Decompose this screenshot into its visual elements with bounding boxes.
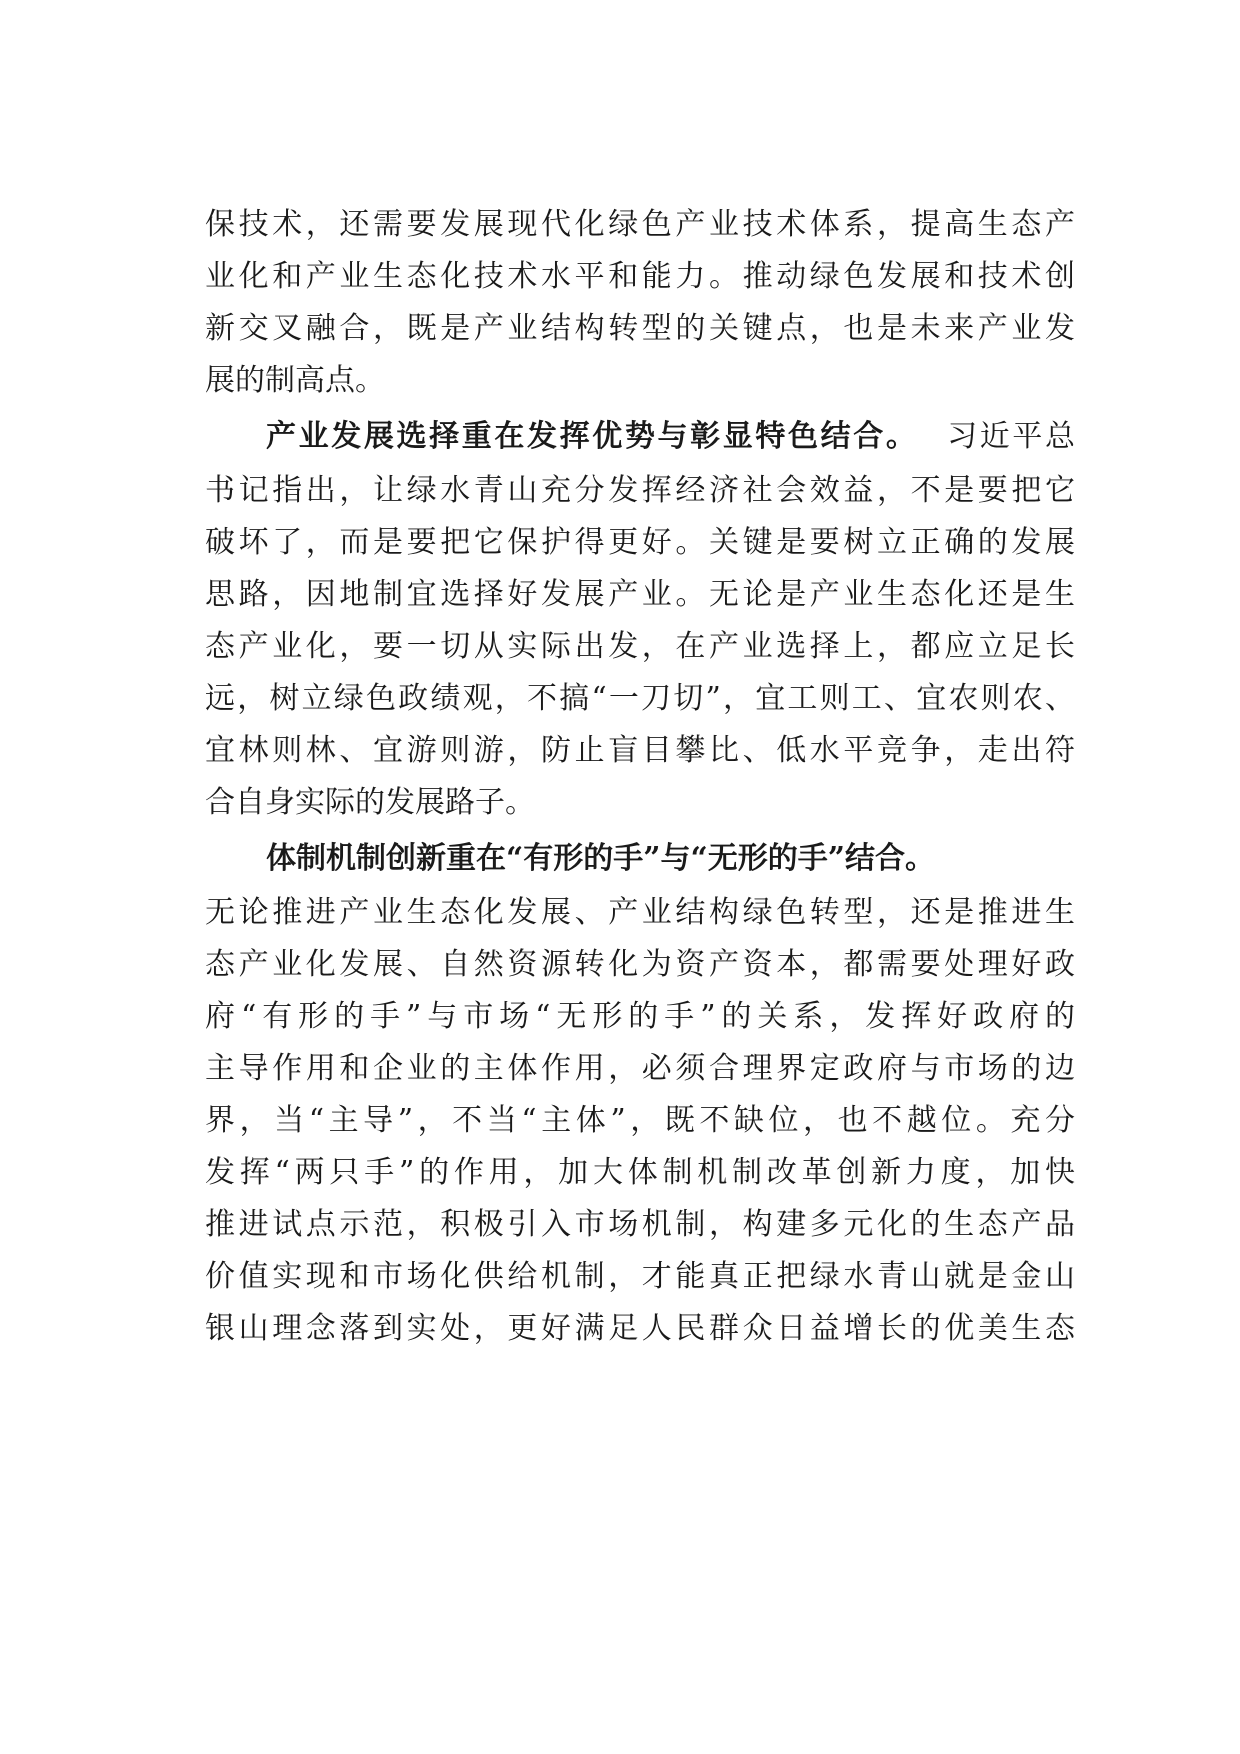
- paragraph-2-line-1-rest: 习近平总: [944, 419, 1075, 454]
- paragraph-2-line-4: 思路，因地制宜选择好发展产业。无论是产业生态化还是生: [205, 577, 1075, 612]
- paragraph-1-line-2: 业化和产业生态化技术水平和能力。推动绿色发展和技术创: [205, 259, 1075, 294]
- paragraph-2-line-8: 合自身实际的发展路子。: [205, 785, 535, 820]
- paragraph-3-line-7: 推进试点示范，积极引入市场机制，构建多元化的生态产品: [205, 1207, 1075, 1242]
- paragraph-3-line-8: 价值实现和市场化供给机制，才能真正把绿水青山就是金山: [205, 1259, 1075, 1294]
- paragraph-2-line-2: 书记指出，让绿水青山充分发挥经济社会效益，不是要把它: [205, 473, 1075, 508]
- paragraph-3-line-3: 府“有形的手”与市场“无形的手”的关系，发挥好政府的: [205, 999, 1075, 1034]
- paragraph-2-line-7: 宜林则林、宜游则游，防止盲目攀比、低水平竞争，走出符: [205, 733, 1075, 768]
- paragraph-3-heading: 体制机制创新重在“有形的手”与“无形的手”结合。: [266, 841, 936, 876]
- paragraph-2-line-3: 破坏了，而是要把它保护得更好。关键是要树立正确的发展: [205, 525, 1075, 560]
- paragraph-2-heading: 产业发展选择重在发挥优势与彰显特色结合。: [266, 419, 919, 454]
- paragraph-2-line-5: 态产业化，要一切从实际出发，在产业选择上，都应立足长: [205, 629, 1075, 664]
- paragraph-1-line-3: 新交叉融合，既是产业结构转型的关键点，也是未来产业发: [205, 311, 1075, 346]
- paragraph-3-line-9: 银山理念落到实处，更好满足人民群众日益增长的优美生态: [205, 1311, 1075, 1346]
- paragraph-3-line-6: 发挥“两只手”的作用，加大体制机制改革创新力度，加快: [205, 1155, 1075, 1190]
- paragraph-3-line-4: 主导作用和企业的主体作用，必须合理界定政府与市场的边: [205, 1051, 1075, 1086]
- paragraph-3-line-2: 态产业化发展、自然资源转化为资产资本，都需要处理好政: [205, 947, 1075, 982]
- paragraph-1-line-1: 保技术，还需要发展现代化绿色产业技术体系，提高生态产: [205, 207, 1075, 242]
- paragraph-2-line-6: 远，树立绿色政绩观，不搞“一刀切”，宜工则工、宜农则农、: [205, 681, 1075, 716]
- paragraph-3-line-1: 无论推进产业生态化发展、产业结构绿色转型，还是推进生: [205, 895, 1075, 930]
- paragraph-1-line-4: 展的制高点。: [205, 363, 385, 398]
- paragraph-3-line-5: 界，当“主导”，不当“主体”，既不缺位，也不越位。充分: [205, 1103, 1075, 1138]
- paragraph-2-line-1: [266, 410, 1075, 464]
